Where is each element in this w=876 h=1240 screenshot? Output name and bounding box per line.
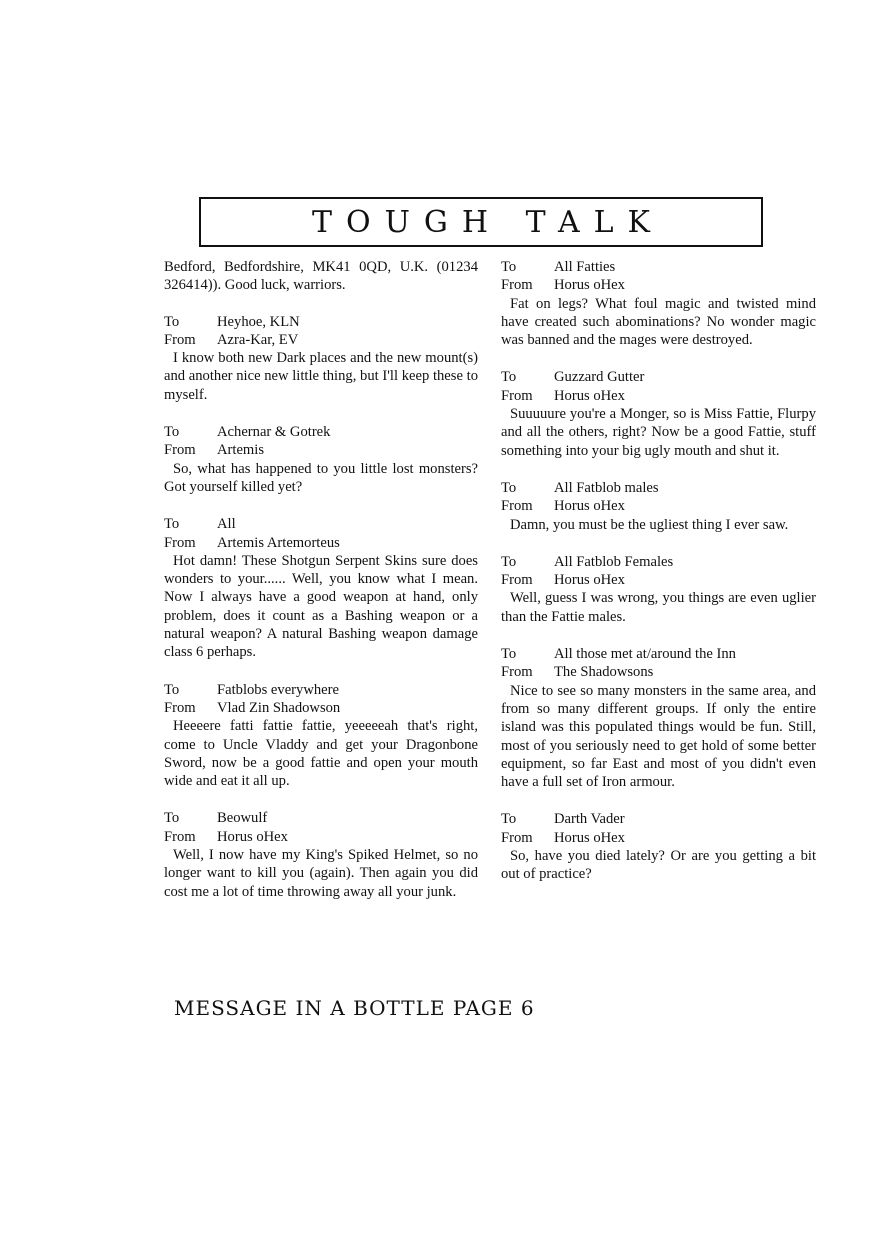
message-body: Hot damn! These Shotgun Serpent Skins sure does wonders to your...... Well, you know what I mean. Now I always have a good weapon at hand, only problem, does it count as a Bashing weapon or a natural weapon? A natural Bashing weapon damage class 6 perhaps. (164, 552, 478, 661)
from-value: Horus oHex (217, 828, 288, 845)
from-line (164, 331, 478, 349)
to-label: To (501, 259, 517, 275)
to-line (164, 681, 478, 699)
from-label: From (501, 498, 533, 515)
from-value: Artemis Artemorteus (217, 534, 340, 551)
from-value: Horus oHex (554, 387, 625, 404)
page-footer: MESSAGE IN A BOTTLE PAGE 6 (174, 996, 535, 1020)
message-entry (501, 553, 816, 626)
to-value: Heyhoe, KLN (217, 313, 300, 330)
to-label: To (164, 313, 180, 330)
to-value: Guzzard Gutter (554, 369, 645, 386)
to-label: To (501, 646, 517, 663)
to-value: Beowulf (217, 810, 268, 827)
from-line (501, 829, 816, 847)
message-entry (501, 479, 816, 534)
to-value: All Fatblob males (554, 479, 659, 496)
to-line (164, 423, 478, 441)
from-value: Horus oHex (554, 572, 625, 589)
from-line (501, 663, 816, 681)
to-line (501, 258, 816, 276)
message-body: Heeeere fatti fattie fattie, yeeeeeah that's right, come to Uncle Vladdy and get your Dragonbone Sword, now be a good fattie and open your mouth wide and eat it all up. (164, 718, 478, 790)
from-label: From (501, 277, 533, 294)
to-value: Achernar & Gotrek (217, 424, 331, 441)
message-entry (164, 809, 478, 900)
from-label: From (501, 572, 533, 589)
from-value: Horus oHex (554, 829, 625, 846)
message-entry (164, 313, 478, 404)
right-message-list (501, 258, 816, 884)
from-value: Vlad Zin Shadowson (217, 699, 341, 716)
message-body: Damn, you must be the ugliest thing I ever saw. (510, 516, 789, 533)
to-value: All those met at/around the Inn (554, 646, 736, 663)
from-value: Artemis (217, 442, 265, 459)
to-value: Darth Vader (554, 811, 625, 828)
message-entry (164, 423, 478, 496)
from-line (501, 276, 816, 294)
to-label: To (501, 811, 517, 828)
from-label: From (164, 699, 196, 716)
to-value: All Fatblob Females (554, 553, 674, 570)
from-label: From (501, 387, 533, 404)
from-value: Horus oHex (554, 498, 625, 515)
message-entry (501, 368, 816, 459)
from-label: From (501, 829, 533, 846)
from-value: Horus oHex (554, 277, 625, 294)
to-line (501, 553, 816, 571)
to-line (501, 368, 816, 386)
from-line (501, 497, 816, 515)
message-body: I know both new Dark places and the new mount(s) and another nice new little thing, but I'll keep these to myself. (164, 350, 478, 403)
to-value: Fatblobs everywhere (217, 681, 339, 698)
from-line (501, 387, 816, 405)
to-label: To (164, 516, 180, 533)
message-entry (164, 515, 478, 661)
title-box (199, 197, 763, 247)
from-label: From (164, 442, 196, 459)
message-body: So, what has happened to you little lost monsters? Got yourself killed yet? (164, 460, 478, 495)
from-line (164, 534, 478, 552)
message-entry (164, 681, 478, 791)
message-entry (501, 645, 816, 791)
left-message-list (164, 313, 478, 901)
left-column (164, 258, 478, 920)
to-line (164, 809, 478, 827)
to-label: To (501, 479, 517, 496)
to-label: To (164, 424, 180, 441)
from-line (164, 828, 478, 846)
message-body: Well, guess I was wrong, you things are even uglier than the Fattie males. (501, 590, 816, 625)
message-body: Well, I now have my King's Spiked Helmet, so no longer want to kill you (again). Then again you did cost me a lot of time throwing away all your junk. (164, 847, 478, 900)
from-value: The Shadowsons (554, 664, 654, 681)
to-line (164, 313, 478, 331)
message-body: Suuuuure you're a Monger, so is Miss Fattie, Flurpy and all the others, right? Now be a good Fattie, stuff something into your big ugly mouth and shut it. (501, 406, 816, 459)
message-entry (501, 258, 816, 349)
message-body: Nice to see so many monsters in the same area, and from so many different groups. If only the entire island was this populated things would be fun. Still, most of you seriously need to get hold of some better equipment, so far East and most of you didn't even have a full set of Iron armour. (501, 682, 816, 791)
to-value: All (217, 516, 236, 533)
to-line (501, 479, 816, 497)
from-label: From (164, 331, 196, 348)
page-title: TOUGH TALK (312, 204, 664, 240)
from-label: From (164, 534, 196, 551)
to-label: To (501, 369, 517, 386)
to-line (501, 810, 816, 828)
right-column (501, 258, 816, 903)
lead-paragraph: Bedford, Bedfordshire, MK41 0QD, U.K. (01234 326414)). Good luck, warriors. (164, 259, 478, 294)
from-line (501, 571, 816, 589)
from-label: From (501, 664, 533, 681)
from-label: From (164, 828, 196, 845)
message-body: So, have you died lately? Or are you getting a bit out of practice? (501, 848, 816, 883)
from-line (164, 699, 478, 717)
from-value: Azra-Kar, EV (217, 331, 299, 348)
to-label: To (164, 810, 180, 827)
to-line (164, 515, 478, 533)
from-line (164, 441, 478, 459)
message-body: Fat on legs? What foul magic and twisted mind have created such abominations? No wonder magic was banned and the mages were destroyed. (501, 295, 816, 349)
to-value: All Fatties (554, 259, 616, 275)
message-entry (501, 810, 816, 883)
to-label: To (164, 681, 180, 698)
to-label: To (501, 553, 517, 570)
to-line (501, 645, 816, 663)
